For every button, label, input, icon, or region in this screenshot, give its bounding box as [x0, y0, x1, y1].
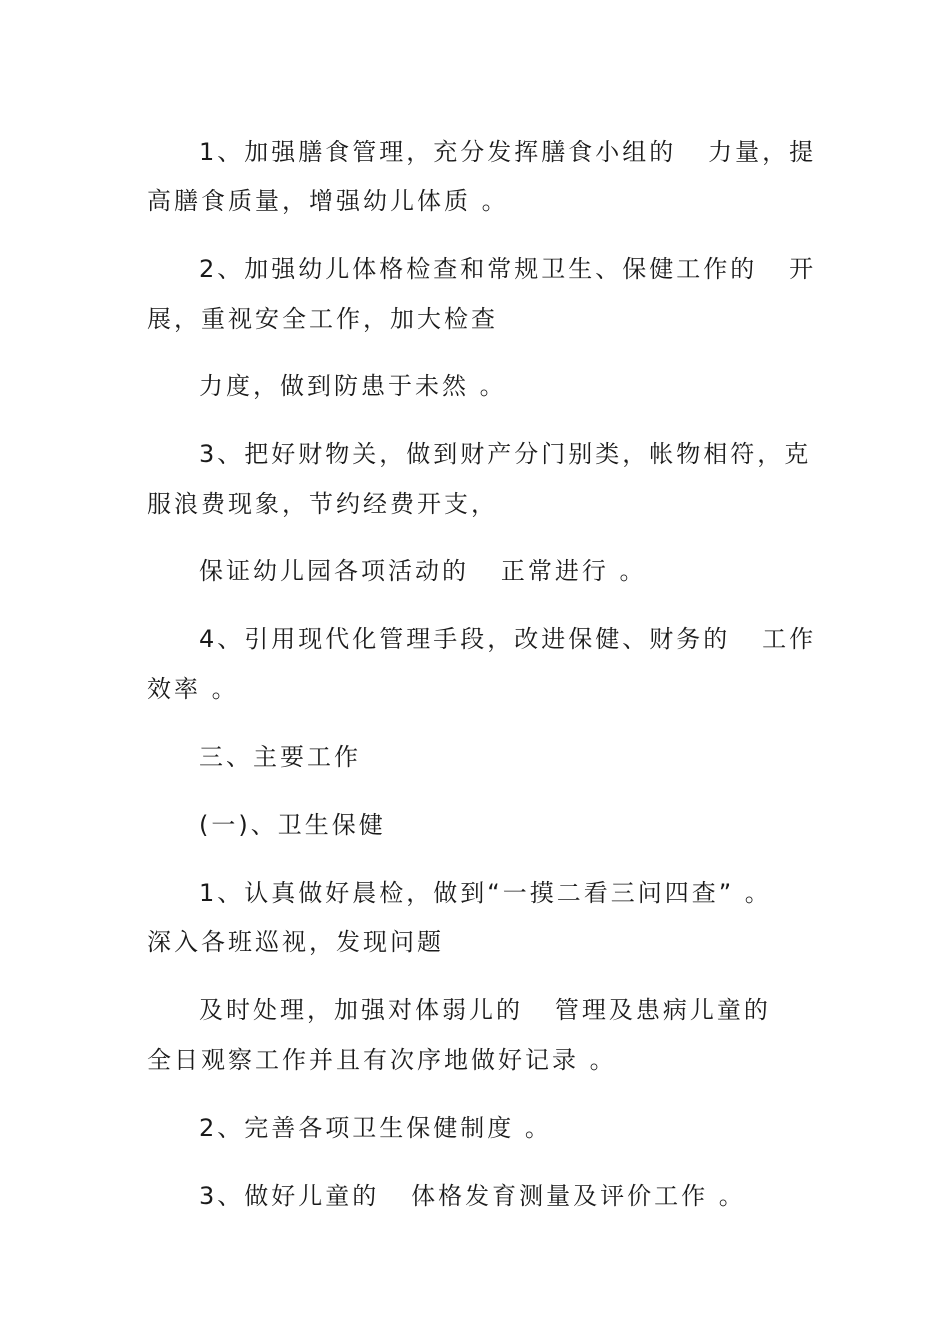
- paragraph-line: 1、加强膳食管理，充分发挥膳食小组的 力量，提: [199, 138, 817, 166]
- paragraph-line: 保证幼儿园各项活动的 正常进行 。: [199, 557, 647, 585]
- section-heading: 三、主要工作: [199, 743, 361, 771]
- paragraph-line: 3、把好财物关，做到财产分门别类，帐物相符，克: [199, 440, 812, 468]
- paragraph-line: 1、认真做好晨检，做到“一摸二看三问四查” 。: [199, 879, 772, 907]
- subsection-heading: (一)、卫生保健: [199, 811, 386, 839]
- paragraph-line: 4、引用现代化管理手段，改进保健、财务的 工作: [199, 625, 817, 653]
- paragraph-line: 3、做好儿童的 体格发育测量及评价工作 。: [199, 1182, 746, 1210]
- paragraph-line: 2、完善各项卫生保健制度 。: [199, 1114, 552, 1142]
- paragraph-line: 效率 。: [147, 675, 239, 703]
- paragraph-line: 2、加强幼儿体格检查和常规卫生、保健工作的 开: [199, 255, 817, 283]
- paragraph-line: 全日观察工作并且有次序地做好记录 。: [147, 1046, 617, 1074]
- paragraph-line: 及时处理，加强对体弱儿的 管理及患病儿童的: [199, 996, 771, 1024]
- paragraph-line: 深入各班巡视，发现问题: [147, 928, 444, 956]
- paragraph-line: 力度，做到防患于未然 。: [199, 372, 507, 400]
- paragraph-line: 展，重视安全工作，加大检查: [147, 305, 498, 333]
- paragraph-line: 服浪费现象，节约经费开支，: [147, 490, 498, 518]
- paragraph-line: 高膳食质量，增强幼儿体质 。: [147, 187, 509, 215]
